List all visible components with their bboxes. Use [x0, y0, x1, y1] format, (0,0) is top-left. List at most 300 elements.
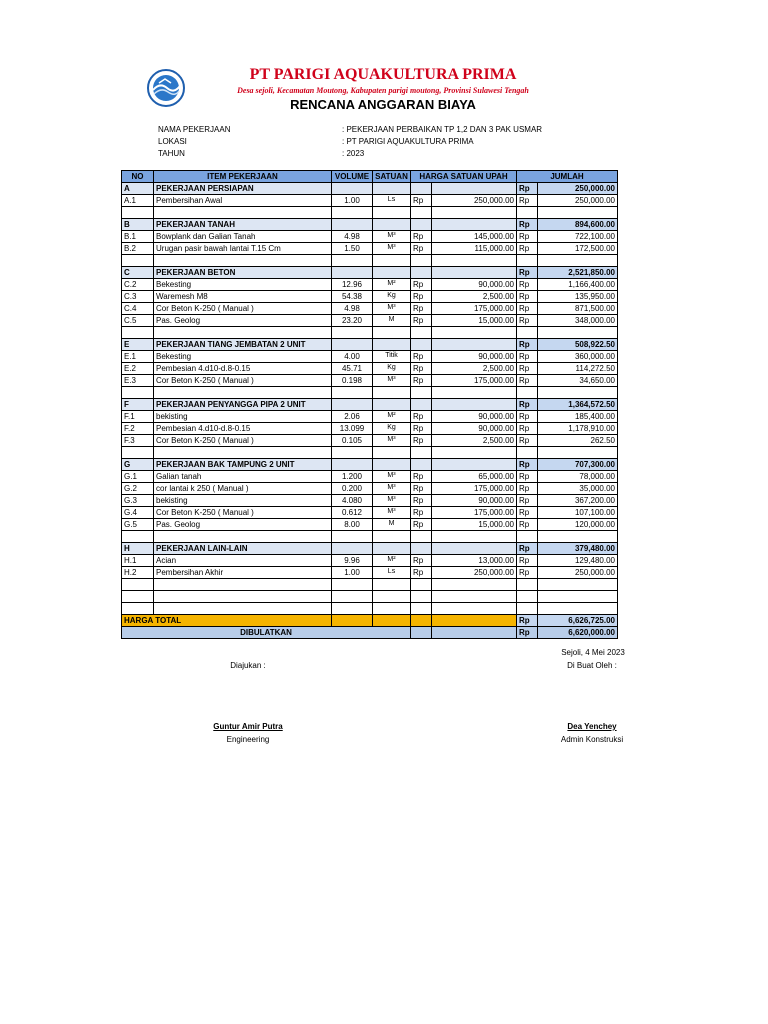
- cell-satuan: M³: [373, 507, 411, 519]
- cell-volume: 4.98: [332, 231, 373, 243]
- blank-row: [122, 255, 618, 267]
- cell-item: Acian: [154, 555, 332, 567]
- cell-rp1: Rp: [411, 423, 432, 435]
- cell-item: [154, 327, 332, 339]
- cell-item: Cor Beton K-250 ( Manual ): [154, 375, 332, 387]
- cell-volume: 1.00: [332, 195, 373, 207]
- cell-harga: [432, 399, 517, 411]
- left-caption: Diajukan :: [230, 661, 266, 670]
- cell-volume: 12.96: [332, 279, 373, 291]
- cell-rp2: [517, 207, 538, 219]
- cell-volume: [332, 531, 373, 543]
- cell-no: [122, 327, 154, 339]
- cell-item: PEKERJAAN TANAH: [154, 219, 332, 231]
- cell-no: [122, 255, 154, 267]
- cell-rp2: Rp: [517, 195, 538, 207]
- cell-satuan: Ls: [373, 195, 411, 207]
- cell-harga: 250,000.00: [432, 195, 517, 207]
- cell-satuan: Kg: [373, 291, 411, 303]
- cell-satuan: [373, 531, 411, 543]
- cell-item: bekisting: [154, 495, 332, 507]
- cell-jumlah: 250,000.00: [538, 195, 618, 207]
- cell-jumlah: [538, 387, 618, 399]
- cell-no: G.5: [122, 519, 154, 531]
- cell-rp1: Rp: [411, 507, 432, 519]
- cell-volume: [332, 603, 373, 615]
- cell-item: Bekesting: [154, 279, 332, 291]
- cell-rp1: [411, 183, 432, 195]
- blank-row: [122, 387, 618, 399]
- cell-jumlah: 894,600.00: [538, 219, 618, 231]
- cell-harga: 175,000.00: [432, 375, 517, 387]
- cell-jumlah: [538, 207, 618, 219]
- cell-rp2: Rp: [517, 459, 538, 471]
- cell-item: Pas. Geolog: [154, 315, 332, 327]
- cell-satuan: M²: [373, 279, 411, 291]
- cell-no: C.5: [122, 315, 154, 327]
- cell-rp1: Rp: [411, 315, 432, 327]
- cell-rp1: [411, 255, 432, 267]
- cell-rp1: [411, 219, 432, 231]
- cell-rp2: Rp: [517, 507, 538, 519]
- info-value: : PT PARIGI AQUAKULTURA PRIMA: [342, 137, 474, 146]
- cell-satuan: Kg: [373, 423, 411, 435]
- cell-satuan: M³: [373, 375, 411, 387]
- cell-volume: [332, 267, 373, 279]
- section-row: [122, 459, 618, 471]
- cell-satuan: Titik: [373, 351, 411, 363]
- cell-volume: 0.198: [332, 375, 373, 387]
- cell-item: PEKERJAAN PERSIAPAN: [154, 183, 332, 195]
- cell-volume: [332, 183, 373, 195]
- cell-rp2: Rp: [517, 315, 538, 327]
- cell-no: C.4: [122, 303, 154, 315]
- cell-satuan: Ls: [373, 567, 411, 579]
- cell-no: C.2: [122, 279, 154, 291]
- cell-jumlah: [538, 591, 618, 603]
- cell-harga: [432, 447, 517, 459]
- cell-item: Galian tanah: [154, 471, 332, 483]
- cell-no: [122, 579, 154, 591]
- blank-row: [122, 447, 618, 459]
- info-row: [158, 148, 542, 160]
- cell-satuan: [373, 543, 411, 555]
- cell-rp1: [411, 339, 432, 351]
- cell-item: Pembesian 4.d10-d.8-0.15: [154, 363, 332, 375]
- cell-item: PEKERJAAN PENYANGGA PIPA 2 UNIT: [154, 399, 332, 411]
- cell-rp2: Rp: [517, 339, 538, 351]
- cell-volume: [332, 399, 373, 411]
- right-signer-name: Dea Yenchey: [567, 722, 617, 731]
- cell-item: PEKERJAAN BETON: [154, 267, 332, 279]
- cell-rp1: Rp: [411, 495, 432, 507]
- cell-no: G.4: [122, 507, 154, 519]
- cell-item: [154, 531, 332, 543]
- cell-rp2: Rp: [517, 519, 538, 531]
- cell-jumlah: 185,400.00: [538, 411, 618, 423]
- cell-jumlah: 250,000.00: [538, 183, 618, 195]
- cell-rp2: Rp: [517, 219, 538, 231]
- cell-rp2: Rp: [517, 555, 538, 567]
- cell-no: [122, 207, 154, 219]
- cell-volume: [332, 543, 373, 555]
- cell-no: [122, 447, 154, 459]
- cell-satuan: M²: [373, 411, 411, 423]
- table-row: [122, 471, 618, 483]
- cell-rp1: Rp: [411, 195, 432, 207]
- cell-volume: [332, 207, 373, 219]
- cell-harga: [432, 255, 517, 267]
- table-header-row: [122, 171, 618, 183]
- cell-jumlah: 107,100.00: [538, 507, 618, 519]
- cell-jumlah: 2,521,850.00: [538, 267, 618, 279]
- right-caption: Di Buat Oleh :: [567, 661, 617, 670]
- cell-jumlah: 1,178,910.00: [538, 423, 618, 435]
- cell-jumlah: 871,500.00: [538, 303, 618, 315]
- cell-item: Cor Beton K-250 ( Manual ): [154, 303, 332, 315]
- cell-satuan: M³: [373, 303, 411, 315]
- cell-rp2: Rp: [517, 471, 538, 483]
- table-row: [122, 483, 618, 495]
- cell-no: [122, 591, 154, 603]
- cell-volume: 9.96: [332, 555, 373, 567]
- table-row: [122, 567, 618, 579]
- blank-row: [122, 591, 618, 603]
- table-row: [122, 291, 618, 303]
- cell-rp1: Rp: [411, 555, 432, 567]
- cell-item: Cor Beton K-250 ( Manual ): [154, 435, 332, 447]
- cell-no: C: [122, 267, 154, 279]
- left-signer-role: Engineering: [226, 735, 270, 744]
- cell-no: G: [122, 459, 154, 471]
- cell-no: H: [122, 543, 154, 555]
- cell-harga: [432, 579, 517, 591]
- cell-satuan: M: [373, 315, 411, 327]
- cell-rp1: Rp: [411, 279, 432, 291]
- cell-volume: 1.00: [332, 567, 373, 579]
- rounded-currency: Rp: [517, 627, 538, 639]
- blank-row: [122, 531, 618, 543]
- section-row: [122, 267, 618, 279]
- cell-rp1: [411, 267, 432, 279]
- cell-volume: 4.00: [332, 351, 373, 363]
- cell-item: Urugan pasir bawah lantai T.15 Cm: [154, 243, 332, 255]
- cell-jumlah: 120,000.00: [538, 519, 618, 531]
- cell-jumlah: 360,000.00: [538, 351, 618, 363]
- cell-rp1: [411, 591, 432, 603]
- cell-no: [122, 531, 154, 543]
- sign-date: Sejoli, 4 Mei 2023: [561, 648, 625, 657]
- cell-rp2: [517, 255, 538, 267]
- cell-volume: 1.200: [332, 471, 373, 483]
- cell-rp1: [411, 207, 432, 219]
- cell-jumlah: 35,000.00: [538, 483, 618, 495]
- info-value: : PEKERJAAN PERBAIKAN TP 1,2 DAN 3 PAK USMAR: [342, 125, 543, 134]
- header-harga: HARGA SATUAN UPAH: [411, 171, 517, 183]
- cell-item: PEKERJAAN TIANG JEMBATAN 2 UNIT: [154, 339, 332, 351]
- cell-satuan: [373, 327, 411, 339]
- table-row: [122, 351, 618, 363]
- cell-jumlah: [538, 255, 618, 267]
- info-label: TAHUN: [158, 149, 185, 158]
- blank-row: [122, 207, 618, 219]
- cell-volume: [332, 579, 373, 591]
- cell-rp2: Rp: [517, 543, 538, 555]
- cell-harga: [432, 183, 517, 195]
- cell-harga: 90,000.00: [432, 411, 517, 423]
- cell-satuan: M²: [373, 555, 411, 567]
- section-row: [122, 399, 618, 411]
- cell-item: [154, 591, 332, 603]
- header-item: ITEM PEKERJAAN: [154, 171, 332, 183]
- cell-jumlah: 129,480.00: [538, 555, 618, 567]
- cell-rp2: Rp: [517, 363, 538, 375]
- cell-no: G.1: [122, 471, 154, 483]
- cell-harga: [432, 339, 517, 351]
- cell-volume: 45.71: [332, 363, 373, 375]
- cell-item: PEKERJAAN BAK TAMPUNG 2 UNIT: [154, 459, 332, 471]
- table-row: [122, 315, 618, 327]
- cell-harga: [432, 207, 517, 219]
- cell-rp1: [411, 447, 432, 459]
- total-label: HARGA TOTAL: [122, 615, 332, 627]
- cell-harga: 90,000.00: [432, 351, 517, 363]
- cell-item: Pas. Geolog: [154, 519, 332, 531]
- cell-jumlah: 1,166,400.00: [538, 279, 618, 291]
- info-row: [158, 124, 542, 136]
- cell-rp1: [411, 543, 432, 555]
- cell-volume: [332, 459, 373, 471]
- total-value: 6,626,725.00: [538, 615, 618, 627]
- cell-rp2: [517, 603, 538, 615]
- header-satuan: SATUAN: [373, 171, 411, 183]
- cell-harga: 90,000.00: [432, 279, 517, 291]
- cell-jumlah: [538, 327, 618, 339]
- cell-rp2: Rp: [517, 303, 538, 315]
- cell-no: E.2: [122, 363, 154, 375]
- cell-satuan: M³: [373, 471, 411, 483]
- table-row: [122, 243, 618, 255]
- cell-satuan: [373, 207, 411, 219]
- cell-item: Bowplank dan Galian Tanah: [154, 231, 332, 243]
- cell-rp2: Rp: [517, 279, 538, 291]
- cell-volume: [332, 327, 373, 339]
- cell-rp1: Rp: [411, 231, 432, 243]
- table-row: [122, 195, 618, 207]
- company-logo: [140, 68, 192, 108]
- header-volume: VOLUME: [332, 171, 373, 183]
- cell-jumlah: 379,480.00: [538, 543, 618, 555]
- cell-satuan: M³: [373, 243, 411, 255]
- cell-item: [154, 447, 332, 459]
- cell-jumlah: [538, 447, 618, 459]
- cell-no: F.1: [122, 411, 154, 423]
- cell-rp2: Rp: [517, 423, 538, 435]
- cell-satuan: [373, 399, 411, 411]
- cell-no: A.1: [122, 195, 154, 207]
- cell-harga: 2,500.00: [432, 435, 517, 447]
- cell-jumlah: 114,272.50: [538, 363, 618, 375]
- cell-rp2: Rp: [517, 231, 538, 243]
- section-row: [122, 219, 618, 231]
- cell-item: [154, 603, 332, 615]
- cell-rp1: Rp: [411, 351, 432, 363]
- cell-jumlah: 367,200.00: [538, 495, 618, 507]
- cell-harga: 2,500.00: [432, 363, 517, 375]
- cell-rp1: Rp: [411, 567, 432, 579]
- cell-item: PEKERJAAN LAIN-LAIN: [154, 543, 332, 555]
- cell-volume: 23.20: [332, 315, 373, 327]
- cell-rp2: [517, 447, 538, 459]
- cell-rp1: [411, 387, 432, 399]
- table-row: [122, 279, 618, 291]
- cell-no: F.2: [122, 423, 154, 435]
- cell-item: [154, 387, 332, 399]
- cell-satuan: [373, 339, 411, 351]
- table-row: [122, 423, 618, 435]
- cell-jumlah: 172,500.00: [538, 243, 618, 255]
- cell-rp2: [517, 591, 538, 603]
- section-row: [122, 339, 618, 351]
- blank-row: [122, 327, 618, 339]
- cell-rp1: [411, 327, 432, 339]
- cell-rp1: [411, 579, 432, 591]
- cell-harga: [432, 543, 517, 555]
- cell-satuan: [373, 447, 411, 459]
- cell-satuan: [373, 387, 411, 399]
- cell-rp2: [517, 327, 538, 339]
- cell-no: G.3: [122, 495, 154, 507]
- cell-rp1: [411, 399, 432, 411]
- cell-volume: [332, 591, 373, 603]
- cell-jumlah: 262.50: [538, 435, 618, 447]
- cell-rp2: [517, 579, 538, 591]
- company-address: Desa sejoli, Kecamatan Moutong, Kabupaten parigi moutong, Provinsi Sulawesi Tengah: [237, 86, 529, 95]
- cell-volume: 54.38: [332, 291, 373, 303]
- cell-rp1: [411, 459, 432, 471]
- cell-rp1: [411, 603, 432, 615]
- cell-volume: [332, 255, 373, 267]
- cell-no: [122, 603, 154, 615]
- cell-rp1: Rp: [411, 483, 432, 495]
- cell-harga: 175,000.00: [432, 483, 517, 495]
- cell-no: C.3: [122, 291, 154, 303]
- cell-harga: 175,000.00: [432, 507, 517, 519]
- cell-rp1: [411, 531, 432, 543]
- cell-volume: 4.98: [332, 303, 373, 315]
- cell-volume: 13.099: [332, 423, 373, 435]
- cell-volume: 8.00: [332, 519, 373, 531]
- cell-harga: 65,000.00: [432, 471, 517, 483]
- cell-jumlah: [538, 603, 618, 615]
- table-row: [122, 495, 618, 507]
- cell-volume: [332, 339, 373, 351]
- cell-rp2: Rp: [517, 411, 538, 423]
- cell-harga: [432, 387, 517, 399]
- total-currency: Rp: [517, 615, 538, 627]
- cell-rp1: Rp: [411, 435, 432, 447]
- cell-jumlah: 707,300.00: [538, 459, 618, 471]
- cell-no: F: [122, 399, 154, 411]
- cell-harga: [432, 267, 517, 279]
- document-title: RENCANA ANGGARAN BIAYA: [290, 97, 476, 112]
- cell-satuan: M³: [373, 483, 411, 495]
- section-row: [122, 543, 618, 555]
- cell-jumlah: 34,650.00: [538, 375, 618, 387]
- cell-satuan: [373, 219, 411, 231]
- budget-table: [121, 170, 618, 639]
- table-row: [122, 435, 618, 447]
- table-row: [122, 411, 618, 423]
- header-jumlah: JUMLAH: [517, 171, 618, 183]
- cell-item: Pembersihan Akhir: [154, 567, 332, 579]
- cell-item: [154, 255, 332, 267]
- cell-item: Waremesh M8: [154, 291, 332, 303]
- cell-volume: 1.50: [332, 243, 373, 255]
- cell-rp2: Rp: [517, 243, 538, 255]
- cell-jumlah: [538, 531, 618, 543]
- cell-satuan: Kg: [373, 363, 411, 375]
- cell-harga: [432, 459, 517, 471]
- section-row: [122, 183, 618, 195]
- cell-rp1: Rp: [411, 363, 432, 375]
- cell-rp1: Rp: [411, 243, 432, 255]
- cell-volume: [332, 447, 373, 459]
- cell-rp2: Rp: [517, 183, 538, 195]
- cell-jumlah: 508,922.50: [538, 339, 618, 351]
- cell-satuan: M³: [373, 495, 411, 507]
- cell-harga: 2,500.00: [432, 291, 517, 303]
- cell-jumlah: 722,100.00: [538, 231, 618, 243]
- cell-harga: 90,000.00: [432, 495, 517, 507]
- cell-rp1: Rp: [411, 471, 432, 483]
- cell-rp2: Rp: [517, 351, 538, 363]
- cell-no: E: [122, 339, 154, 351]
- table-row: [122, 231, 618, 243]
- cell-item: Bekesting: [154, 351, 332, 363]
- cell-rp2: Rp: [517, 495, 538, 507]
- cell-no: B.1: [122, 231, 154, 243]
- rounded-row: [122, 627, 618, 639]
- cell-no: G.2: [122, 483, 154, 495]
- rounded-value: 6,620,000.00: [538, 627, 618, 639]
- cell-harga: 175,000.00: [432, 303, 517, 315]
- table-row: [122, 375, 618, 387]
- cell-rp1: Rp: [411, 375, 432, 387]
- cell-no: E.1: [122, 351, 154, 363]
- cell-no: E.3: [122, 375, 154, 387]
- cell-volume: 0.612: [332, 507, 373, 519]
- cell-no: H.2: [122, 567, 154, 579]
- cell-jumlah: 78,000.00: [538, 471, 618, 483]
- cell-rp2: Rp: [517, 435, 538, 447]
- right-signer-role: Admin Konstruksi: [560, 735, 624, 744]
- blank-row: [122, 579, 618, 591]
- cell-rp2: Rp: [517, 375, 538, 387]
- header-no: NO: [122, 171, 154, 183]
- cell-harga: [432, 603, 517, 615]
- cell-rp2: Rp: [517, 267, 538, 279]
- rounded-label: DIBULATKAN: [122, 627, 411, 639]
- info-label: LOKASI: [158, 137, 187, 146]
- blank-row: [122, 603, 618, 615]
- cell-jumlah: 250,000.00: [538, 567, 618, 579]
- cell-rp2: [517, 387, 538, 399]
- cell-item: Pembesian 4.d10-d.8-0.15: [154, 423, 332, 435]
- info-row: [158, 136, 542, 148]
- cell-jumlah: 348,000.00: [538, 315, 618, 327]
- cell-satuan: M³: [373, 231, 411, 243]
